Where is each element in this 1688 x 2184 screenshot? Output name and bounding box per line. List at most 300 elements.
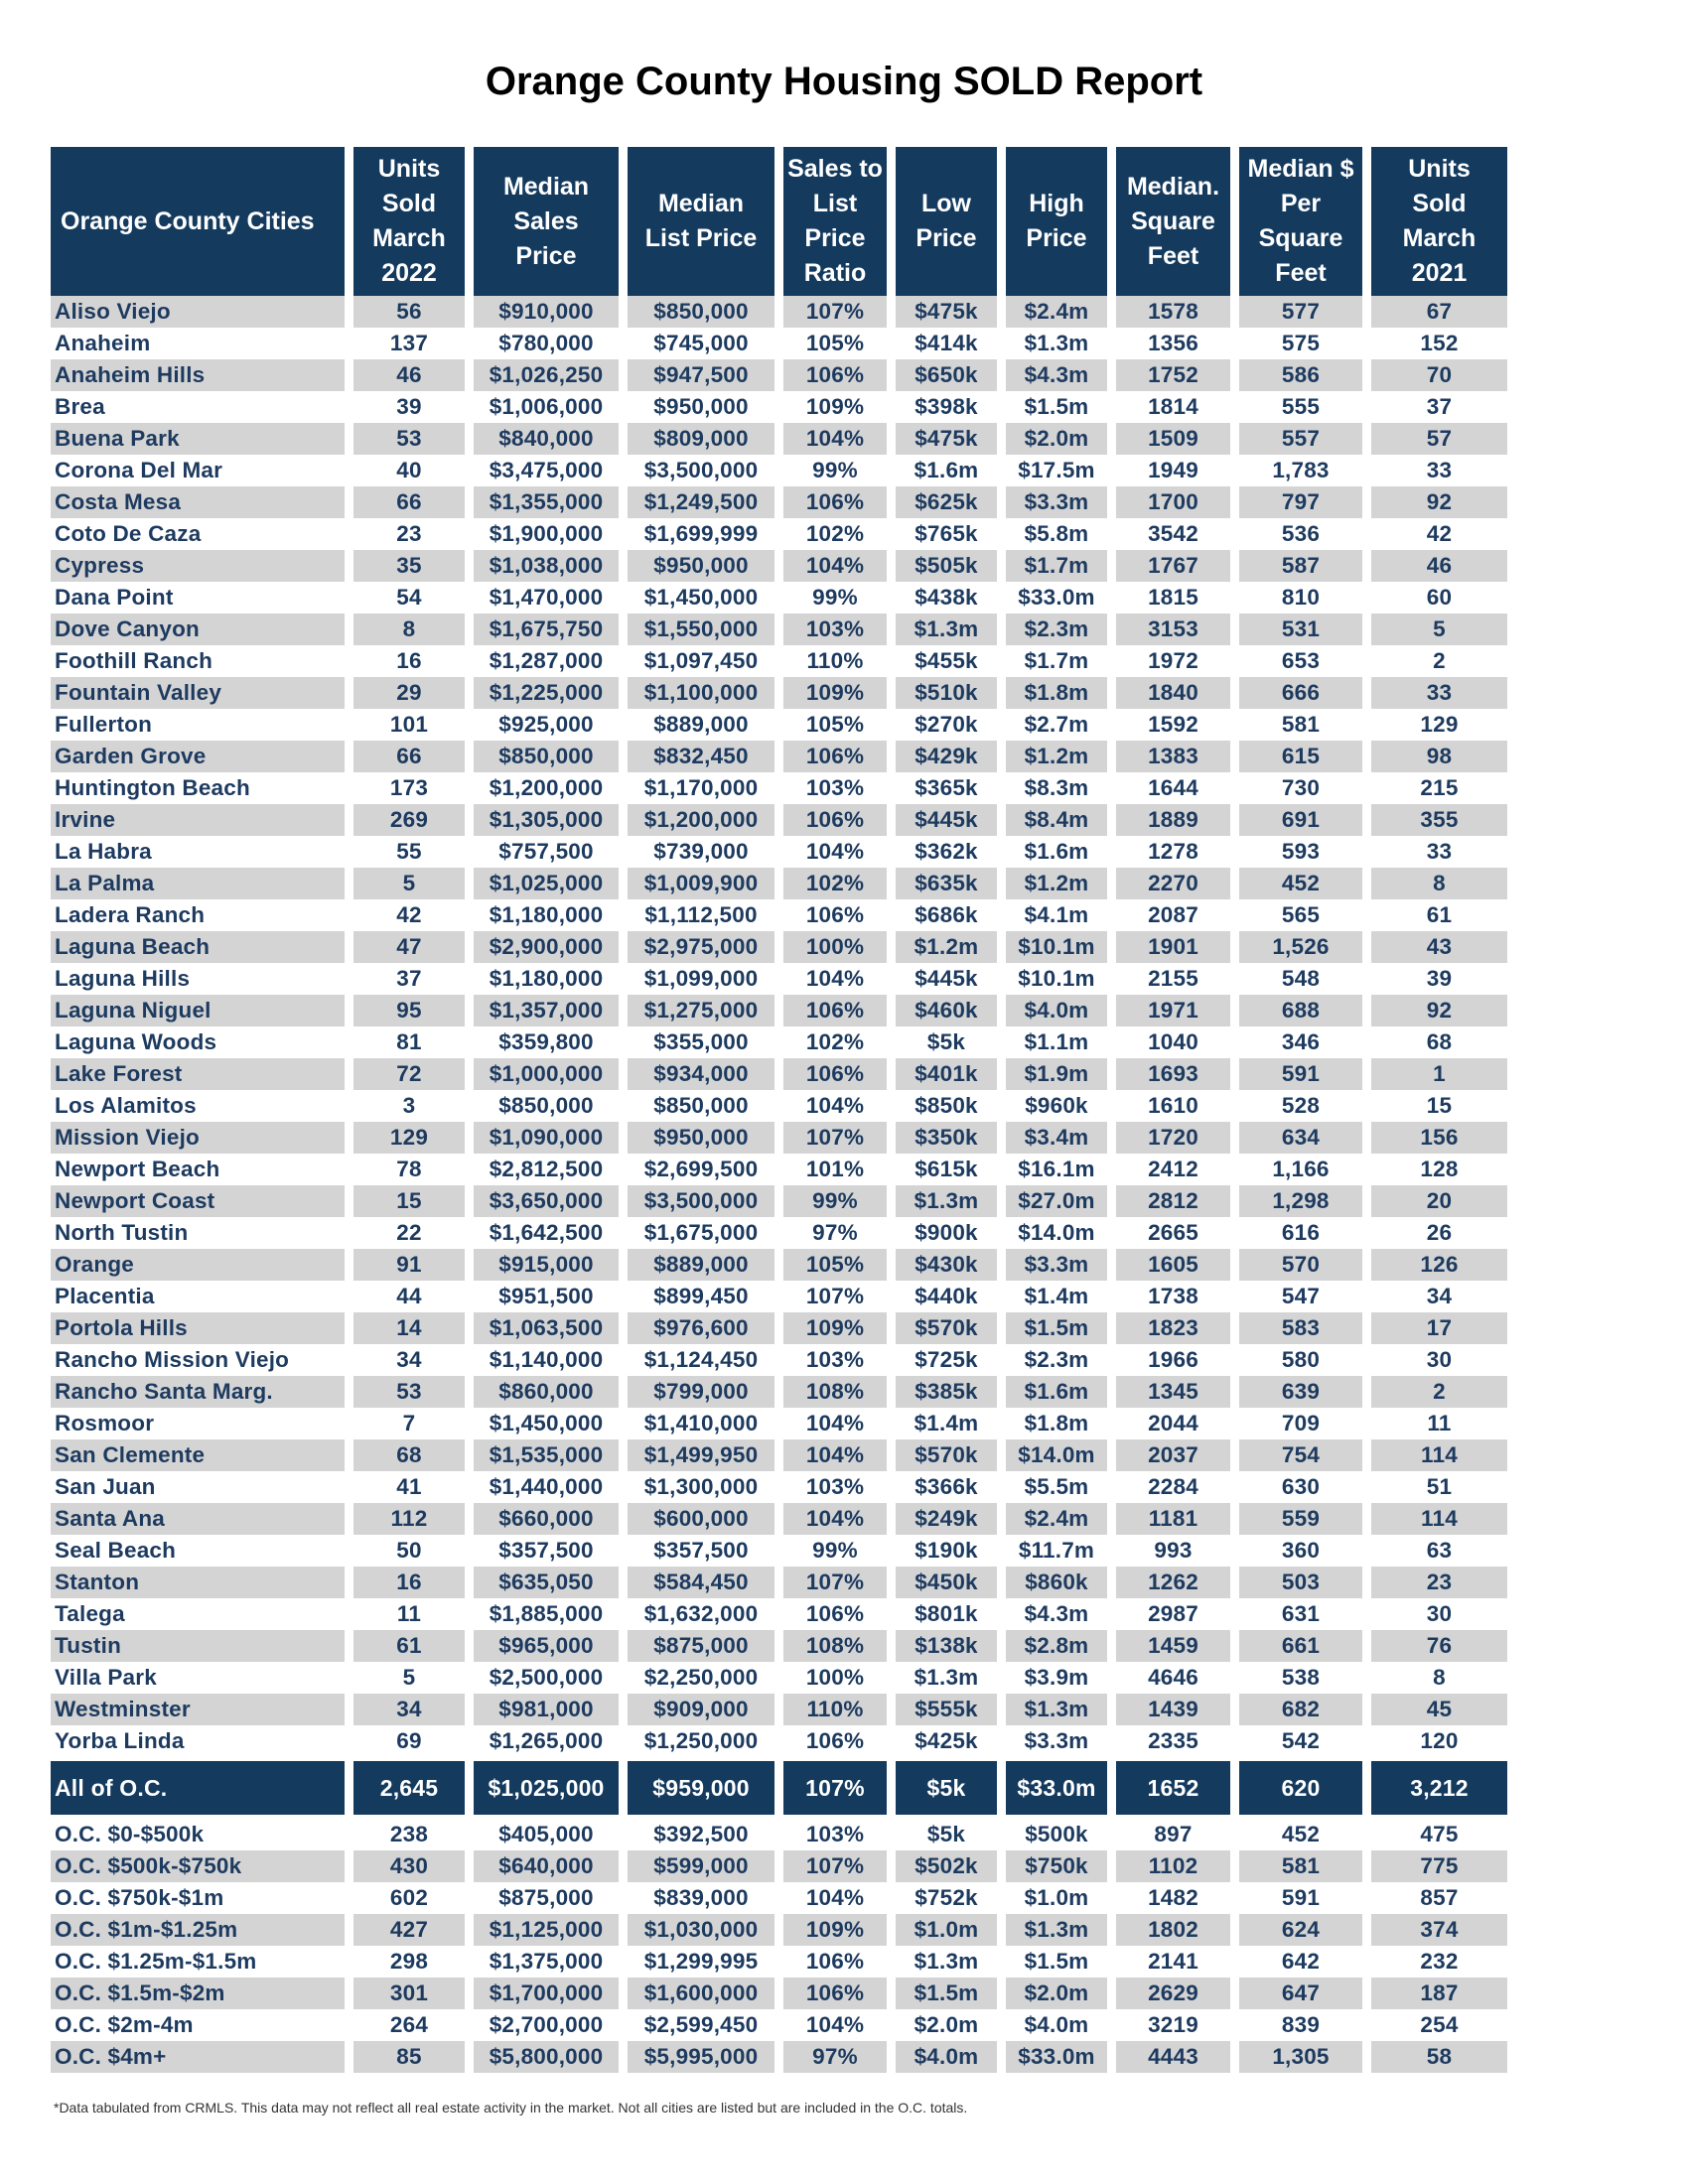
- table-cell: $2,700,000: [489, 2012, 604, 2037]
- table-cell: $570k: [896, 1312, 997, 1344]
- table-cell: 3542: [1148, 521, 1198, 546]
- table-cell: 730: [1281, 775, 1321, 800]
- table-body: [51, 296, 1507, 2073]
- table-cell: $1,140,000: [489, 1347, 604, 1372]
- table-cell: $976,600: [628, 1312, 774, 1344]
- table-cell: $1,642,500: [489, 1220, 604, 1245]
- table-cell: $965,000: [474, 1630, 619, 1662]
- table-cell: 1102: [1116, 1850, 1230, 1882]
- city-row: [51, 1058, 1507, 1090]
- table-cell: 346: [1281, 1029, 1321, 1054]
- table-cell: $660,000: [474, 1503, 619, 1535]
- table-cell: $5.5m: [1024, 1474, 1089, 1499]
- table-cell: 14: [353, 1312, 465, 1344]
- table-cell: 39: [396, 394, 422, 419]
- table-cell: $1,355,000: [474, 486, 619, 518]
- table-cell: $1,030,000: [628, 1914, 774, 1946]
- table-cell: $2,900,000: [474, 931, 619, 963]
- table-cell: 102%: [805, 1029, 865, 1054]
- city-row: [51, 1154, 1507, 1185]
- city-row: [51, 1344, 1507, 1376]
- city-row: [51, 899, 1507, 931]
- table-cell: 1,298: [1239, 1185, 1362, 1217]
- table-cell: 653: [1281, 648, 1321, 673]
- table-cell: 29: [353, 677, 465, 709]
- table-cell: 50: [396, 1538, 422, 1563]
- column-header: Orange County Cities: [51, 147, 345, 296]
- table-cell: 4443: [1116, 2041, 1230, 2073]
- table-cell: 106%: [783, 741, 887, 772]
- table-cell: 528: [1281, 1093, 1321, 1118]
- table-cell: 264: [389, 2012, 429, 2037]
- row-label: Laguna Niguel: [51, 995, 345, 1026]
- table-cell: 20: [1371, 1185, 1507, 1217]
- table-cell: 634: [1239, 1122, 1362, 1154]
- table-cell: $1.6m: [1024, 839, 1089, 864]
- table-cell: 105%: [805, 712, 865, 737]
- table-cell: $5.8m: [1024, 521, 1089, 546]
- row-label: Anaheim Hills: [51, 359, 345, 391]
- table-cell: $1.7m: [1024, 648, 1089, 673]
- row-label: Fountain Valley: [51, 677, 345, 709]
- table-cell: 156: [1371, 1122, 1507, 1154]
- table-cell: 109%: [783, 1312, 887, 1344]
- table-cell: 1814: [1148, 394, 1198, 419]
- table-cell: 58: [1371, 2041, 1507, 2073]
- table-cell: $8.3m: [1024, 775, 1089, 800]
- table-cell: $757,500: [498, 839, 594, 864]
- city-row: [51, 518, 1507, 550]
- table-cell: 76: [1371, 1630, 1507, 1662]
- table-cell: 104%: [805, 1093, 865, 1118]
- table-cell: $555k: [896, 1694, 997, 1725]
- city-row: [51, 1249, 1507, 1281]
- table-cell: $1,006,000: [489, 394, 604, 419]
- table-cell: 81: [396, 1029, 422, 1054]
- table-cell: $850k: [914, 1093, 978, 1118]
- table-cell: $1,440,000: [489, 1474, 604, 1499]
- table-cell: $889,000: [628, 1249, 774, 1281]
- row-label: Rancho Santa Marg.: [51, 1376, 345, 1408]
- table-cell: 682: [1239, 1694, 1362, 1725]
- table-cell: $1.2m: [896, 931, 997, 963]
- table-cell: $385k: [896, 1376, 997, 1408]
- city-row: [51, 1408, 1507, 1439]
- table-cell: 173: [389, 775, 429, 800]
- table-cell: $739,000: [653, 839, 749, 864]
- table-cell: $10.1m: [1006, 931, 1107, 963]
- table-cell: $3.3m: [1006, 486, 1107, 518]
- table-cell: 109%: [783, 677, 887, 709]
- table-cell: 839: [1281, 2012, 1321, 2037]
- table-cell: $2,699,500: [643, 1157, 759, 1181]
- table-cell: 1345: [1116, 1376, 1230, 1408]
- table-cell: 107%: [783, 1850, 887, 1882]
- table-cell: $860k: [1006, 1567, 1107, 1598]
- row-label: Rancho Mission Viejo: [55, 1347, 290, 1372]
- table-cell: $3.3m: [1006, 1249, 1107, 1281]
- table-cell: 591: [1281, 1885, 1321, 1910]
- price-range-row: [51, 1946, 1507, 1978]
- table-cell: 993: [1154, 1538, 1193, 1563]
- table-cell: 2987: [1148, 1601, 1198, 1626]
- table-cell: 66: [353, 741, 465, 772]
- table-cell: $8.4m: [1006, 804, 1107, 836]
- table-cell: 105%: [783, 1249, 887, 1281]
- city-row: [51, 423, 1507, 455]
- table-cell: $414k: [914, 331, 978, 355]
- city-row: [51, 1026, 1507, 1058]
- table-cell: 42: [1426, 521, 1453, 546]
- table-cell: $438k: [914, 585, 978, 610]
- table-cell: 33: [1426, 839, 1453, 864]
- table-cell: 1592: [1148, 712, 1198, 737]
- table-cell: $2,599,450: [643, 2012, 759, 2037]
- row-label: San Juan: [55, 1474, 156, 1499]
- table-cell: $2.4m: [1006, 296, 1107, 328]
- table-cell: 98: [1371, 741, 1507, 772]
- row-label: Dana Point: [55, 585, 174, 610]
- table-cell: 709: [1281, 1411, 1321, 1435]
- table-cell: $1,470,000: [489, 585, 604, 610]
- table-cell: 1700: [1116, 486, 1230, 518]
- table-cell: 647: [1239, 1978, 1362, 2009]
- city-row: [51, 995, 1507, 1026]
- table-cell: 44: [396, 1284, 422, 1308]
- table-cell: $799,000: [628, 1376, 774, 1408]
- table-cell: $1,375,000: [489, 1949, 604, 1974]
- row-label: Villa Park: [55, 1665, 157, 1690]
- table-cell: $357,500: [498, 1538, 594, 1563]
- table-cell: 107%: [783, 296, 887, 328]
- table-cell: 72: [353, 1058, 465, 1090]
- city-row: [51, 1471, 1507, 1503]
- table-cell: 54: [396, 585, 422, 610]
- row-label: Westminster: [51, 1694, 345, 1725]
- table-cell: $14.0m: [1018, 1220, 1095, 1245]
- table-cell: $2.3m: [1006, 614, 1107, 645]
- table-cell: $3.3m: [1024, 1728, 1089, 1753]
- table-cell: $1,100,000: [628, 677, 774, 709]
- table-cell: $1,249,500: [628, 486, 774, 518]
- table-cell: $1,063,500: [474, 1312, 619, 1344]
- city-row: [51, 1725, 1507, 1757]
- table-cell: 11: [1427, 1411, 1452, 1435]
- table-cell: $2.7m: [1024, 712, 1089, 737]
- table-cell: $505k: [896, 550, 997, 582]
- table-cell: 41: [396, 1474, 422, 1499]
- table-cell: $1,450,000: [643, 585, 759, 610]
- table-cell: $500k: [1025, 1822, 1088, 1846]
- table-cell: 97%: [783, 2041, 887, 2073]
- column-header: Units Sold March 2022: [353, 147, 465, 296]
- table-cell: 810: [1281, 585, 1321, 610]
- table-cell: 538: [1281, 1665, 1321, 1690]
- table-cell: $1.3m: [914, 1949, 979, 1974]
- row-label: Newport Beach: [55, 1157, 220, 1181]
- table-cell: $2,500,000: [489, 1665, 604, 1690]
- table-cell: 1971: [1116, 995, 1230, 1026]
- table-cell: $765k: [914, 521, 978, 546]
- table-cell: $1,180,000: [489, 966, 604, 991]
- table-cell: 3,212: [1371, 1761, 1507, 1815]
- table-cell: 107%: [805, 1284, 865, 1308]
- table-cell: 104%: [805, 1411, 865, 1435]
- table-cell: 99%: [812, 585, 858, 610]
- table-cell: $1,170,000: [643, 775, 759, 800]
- table-cell: 7: [402, 1411, 416, 1435]
- row-label: Brea: [55, 394, 105, 419]
- column-header: Low Price: [896, 147, 997, 296]
- city-row: [51, 1630, 1507, 1662]
- city-row: [51, 1535, 1507, 1567]
- table-cell: 15: [353, 1185, 465, 1217]
- table-cell: $1,900,000: [489, 521, 604, 546]
- table-cell: $900k: [914, 1220, 978, 1245]
- table-cell: 565: [1281, 902, 1321, 927]
- city-row: [51, 614, 1507, 645]
- table-cell: 104%: [783, 550, 887, 582]
- table-cell: $1,124,450: [643, 1347, 759, 1372]
- table-cell: 46: [1371, 550, 1507, 582]
- table-cell: $1.3m: [896, 1185, 997, 1217]
- table-cell: $5,995,000: [628, 2041, 774, 2073]
- table-cell: $909,000: [628, 1694, 774, 1725]
- table-cell: $2.8m: [1006, 1630, 1107, 1662]
- table-cell: 5: [402, 1665, 416, 1690]
- table-cell: 1181: [1116, 1503, 1230, 1535]
- table-cell: $1.3m: [914, 1665, 979, 1690]
- table-cell: 1459: [1116, 1630, 1230, 1662]
- table-cell: $3,500,000: [643, 458, 759, 482]
- table-cell: $5k: [926, 1029, 966, 1054]
- city-row: [51, 391, 1507, 423]
- table-cell: 104%: [805, 1885, 865, 1910]
- table-cell: 602: [389, 1885, 429, 1910]
- table-cell: 103%: [805, 1474, 865, 1499]
- row-label: Laguna Woods: [55, 1029, 217, 1054]
- table-cell: 577: [1239, 296, 1362, 328]
- table-cell: 104%: [783, 1439, 887, 1471]
- row-label: Stanton: [51, 1567, 345, 1598]
- table-cell: 1610: [1148, 1093, 1198, 1118]
- table-cell: 56: [353, 296, 465, 328]
- table-cell: $1,299,995: [643, 1949, 759, 1974]
- table-cell: 106%: [783, 1058, 887, 1090]
- table-cell: 570: [1239, 1249, 1362, 1281]
- table-cell: $3,475,000: [489, 458, 604, 482]
- table-cell: $460k: [896, 995, 997, 1026]
- table-cell: 374: [1371, 1914, 1507, 1946]
- table-cell: 11: [396, 1601, 422, 1626]
- table-cell: 106%: [805, 902, 865, 927]
- table-cell: 503: [1239, 1567, 1362, 1598]
- table-cell: $366k: [914, 1474, 978, 1499]
- table-cell: $1,300,000: [643, 1474, 759, 1499]
- table-cell: 557: [1239, 423, 1362, 455]
- table-cell: $430k: [896, 1249, 997, 1281]
- table-cell: 430: [353, 1850, 465, 1882]
- city-row: [51, 1694, 1507, 1725]
- table-cell: 215: [1420, 775, 1459, 800]
- table-cell: $475k: [896, 296, 997, 328]
- row-label: Mission Viejo: [51, 1122, 345, 1154]
- table-cell: 1578: [1116, 296, 1230, 328]
- column-header: Median. Square Feet: [1116, 147, 1230, 296]
- table-cell: 1,783: [1272, 458, 1330, 482]
- city-row: [51, 1281, 1507, 1312]
- table-cell: 631: [1281, 1601, 1321, 1626]
- table-cell: 1356: [1148, 331, 1198, 355]
- table-cell: $401k: [896, 1058, 997, 1090]
- row-label: O.C. $1.5m-$2m: [51, 1978, 345, 2009]
- city-row: [51, 582, 1507, 614]
- city-row: [51, 486, 1507, 518]
- city-row: [51, 1185, 1507, 1217]
- table-cell: $10.1m: [1018, 966, 1095, 991]
- table-cell: $600,000: [628, 1503, 774, 1535]
- table-cell: $350k: [896, 1122, 997, 1154]
- table-cell: 897: [1154, 1822, 1193, 1846]
- price-range-row: [51, 1819, 1507, 1850]
- table-cell: 104%: [783, 423, 887, 455]
- table-cell: $615k: [914, 1157, 978, 1181]
- table-cell: 559: [1239, 1503, 1362, 1535]
- table-cell: 688: [1239, 995, 1362, 1026]
- row-label: Coto De Caza: [55, 521, 202, 546]
- table-cell: $860,000: [474, 1376, 619, 1408]
- table-cell: $190k: [914, 1538, 978, 1563]
- price-range-row: [51, 2041, 1507, 2073]
- table-cell: $1.0m: [1024, 1885, 1089, 1910]
- table-cell: 103%: [805, 1347, 865, 1372]
- city-row: [51, 550, 1507, 582]
- table-cell: $355,000: [653, 1029, 749, 1054]
- table-cell: 109%: [805, 394, 865, 419]
- table-cell: 104%: [805, 839, 865, 864]
- table-cell: $1.6m: [914, 458, 979, 482]
- table-cell: 37: [1426, 394, 1453, 419]
- table-cell: 1972: [1148, 648, 1198, 673]
- table-cell: $950,000: [653, 394, 749, 419]
- table-cell: 2087: [1148, 902, 1198, 927]
- table-cell: 5: [353, 868, 465, 899]
- table-cell: 106%: [805, 1949, 865, 1974]
- table-cell: $138k: [896, 1630, 997, 1662]
- table-cell: 45: [1371, 1694, 1507, 1725]
- row-label: Buena Park: [51, 423, 345, 455]
- table-cell: $3,650,000: [474, 1185, 619, 1217]
- table-cell: 91: [353, 1249, 465, 1281]
- table-cell: $1,200,000: [628, 804, 774, 836]
- table-cell: 51: [1426, 1474, 1453, 1499]
- city-row: [51, 836, 1507, 868]
- table-cell: 99%: [812, 458, 858, 482]
- table-cell: $1.2m: [1006, 868, 1107, 899]
- table-cell: 593: [1281, 839, 1321, 864]
- table-cell: 1482: [1148, 1885, 1198, 1910]
- table-cell: $270k: [914, 712, 978, 737]
- table-cell: $1,675,750: [474, 614, 619, 645]
- table-cell: 55: [396, 839, 422, 864]
- row-label: Ladera Ranch: [55, 902, 206, 927]
- table-cell: 2665: [1148, 1220, 1198, 1245]
- table-cell: 355: [1371, 804, 1507, 836]
- table-cell: $1,000,000: [474, 1058, 619, 1090]
- table-cell: 542: [1281, 1728, 1321, 1753]
- table-cell: $1.8m: [1024, 1411, 1089, 1435]
- row-label: San Clemente: [51, 1439, 345, 1471]
- table-cell: $780,000: [498, 331, 594, 355]
- table-cell: 547: [1281, 1284, 1321, 1308]
- table-cell: $4.0m: [1006, 995, 1107, 1026]
- table-cell: 120: [1420, 1728, 1459, 1753]
- table-cell: $809,000: [628, 423, 774, 455]
- row-label: Talega: [55, 1601, 125, 1626]
- row-label: Cypress: [51, 550, 345, 582]
- footnote: *Data tabulated from CRMLS. This data may not reflect all real estate activity in the market. Not all cities are listed but are included in the O.C. totals.: [54, 2100, 968, 2116]
- table-cell: 575: [1281, 331, 1321, 355]
- table-cell: 586: [1239, 359, 1362, 391]
- city-row: [51, 709, 1507, 741]
- table-cell: 2284: [1148, 1474, 1198, 1499]
- table-cell: $1.5m: [896, 1978, 997, 2009]
- table-cell: 269: [353, 804, 465, 836]
- table-cell: $1,097,450: [643, 648, 759, 673]
- table-cell: 5: [1371, 614, 1507, 645]
- city-row: [51, 1122, 1507, 1154]
- table-cell: $832,450: [628, 741, 774, 772]
- table-cell: 53: [353, 1376, 465, 1408]
- table-cell: $3.4m: [1006, 1122, 1107, 1154]
- table-cell: $365k: [914, 775, 978, 800]
- city-row: [51, 677, 1507, 709]
- table-cell: $4.3m: [1006, 359, 1107, 391]
- table-cell: 61: [1426, 902, 1453, 927]
- row-label: O.C. $1.25m-$1.5m: [55, 1949, 257, 1974]
- city-row: [51, 741, 1507, 772]
- city-row: [51, 1439, 1507, 1471]
- city-row: [51, 772, 1507, 804]
- column-header: High Price: [1006, 147, 1107, 296]
- table-cell: 616: [1281, 1220, 1321, 1245]
- price-range-row: [51, 1850, 1507, 1882]
- table-cell: $2.3m: [1024, 1347, 1089, 1372]
- row-label: Placentia: [55, 1284, 155, 1308]
- table-cell: 102%: [805, 521, 865, 546]
- table-cell: $1,275,000: [628, 995, 774, 1026]
- table-cell: 232: [1420, 1949, 1459, 1974]
- table-cell: $1,357,000: [474, 995, 619, 1026]
- table-cell: $1,099,000: [643, 966, 759, 991]
- table-cell: 620: [1239, 1761, 1362, 1815]
- row-label: Seal Beach: [55, 1538, 177, 1563]
- table-cell: $625k: [896, 486, 997, 518]
- table-cell: 104%: [805, 2012, 865, 2037]
- table-cell: 34: [1426, 1284, 1453, 1308]
- table-cell: $33.0m: [1018, 585, 1095, 610]
- table-cell: 128: [1420, 1157, 1459, 1181]
- table-cell: 857: [1420, 1885, 1459, 1910]
- table-cell: $425k: [914, 1728, 978, 1753]
- table-cell: $1,225,000: [474, 677, 619, 709]
- table-cell: $1.5m: [1024, 394, 1089, 419]
- table-cell: $1,090,000: [474, 1122, 619, 1154]
- table-cell: $27.0m: [1006, 1185, 1107, 1217]
- table-cell: 360: [1281, 1538, 1321, 1563]
- table-cell: 3: [402, 1093, 416, 1118]
- table-cell: 68: [1426, 1029, 1453, 1054]
